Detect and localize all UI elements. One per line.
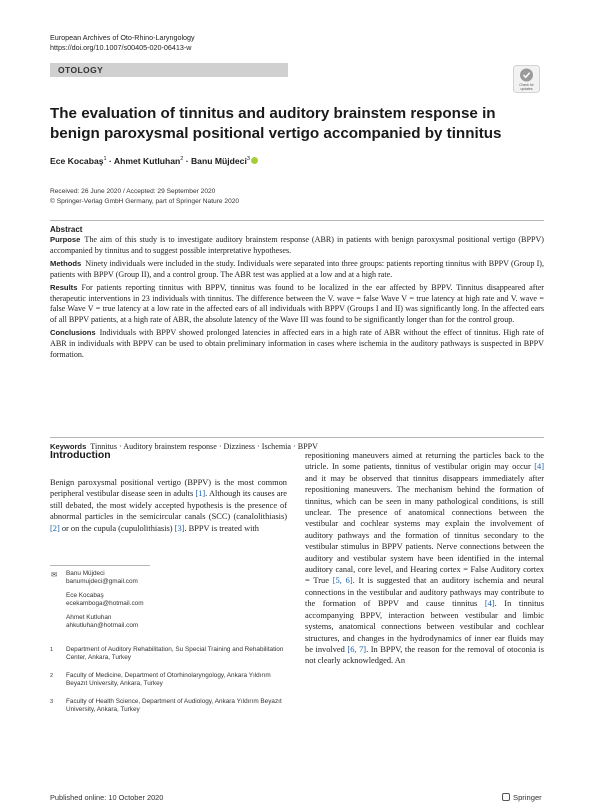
citation-link[interactable]: [1]: [195, 489, 206, 499]
paper-title: The evaluation of tinnitus and auditory brainstem response in benign paroxysmal positional vertigo accompanied by tinnitus: [50, 105, 502, 142]
citation-link[interactable]: [5, 6]: [332, 576, 353, 586]
intro-text: repositioning maneuvers aimed at returning the particles back to the utricle. In some patients, tinnitus of vestibular origin may occur: [305, 451, 544, 472]
contact-block: [66, 570, 286, 587]
intro-left-column: [50, 477, 287, 534]
affiliation-text: Faculty of Medicine, Department of Otorhinolaryngology, Ankara Yıldırım Beyazıt University, Ankara, Turkey: [66, 672, 271, 688]
purpose-label: Purpose: [50, 235, 81, 244]
check-line-2: updates: [520, 87, 533, 91]
intro-right-column: [305, 450, 544, 667]
intro-text: and it may be observed that tinnitus disappears immediately after repositioning maneuvers. The mechanism behind the formation of tinnitus, which can be seen in many pathological conditions, is still unclear. The presence of anatomical connections between the vestibular and cochlear systems may explain the involvement of auditory pathways and the formation of tinnitus secondary to the vestibular stimulus in BPPV patients. Nerve connections between the auditory and vestibular system have been identified in the internal auditory canal, core level, and Hearing cortex = False Auditory cortex = True: [305, 473, 544, 586]
citation-link[interactable]: [3]: [174, 523, 185, 533]
copyright: © Springer-Verlag GmbH Germany, part of Springer Nature 2020: [50, 197, 240, 205]
contact-block: [66, 592, 286, 609]
section-bar: [50, 63, 288, 77]
abstract-results: [50, 283, 544, 327]
keywords-top-rule: [50, 437, 544, 438]
conclusions-label: Conclusions: [50, 328, 96, 338]
abstract-methods: [50, 259, 544, 281]
contact-email[interactable]: banumujdeci@gmail.com: [66, 578, 138, 586]
citation-link[interactable]: [4]: [534, 462, 544, 472]
purpose-text: The aim of this study is to investigate auditory brainstem response (ABR) in patients with benign paroxysmal positional vertigo (BPPV) accompanied by tinnitus and to suggest possible interpretative hypotheses.: [50, 235, 544, 255]
publisher-name: Springer: [513, 793, 542, 802]
section-label: OTOLOGY: [58, 65, 104, 75]
author-separator: ·: [106, 156, 114, 166]
methods-text: Ninety individuals were included in the study. Individuals were separated into three groups: patients reporting tinnitus with BPPV (Group I), patients with BPPV (Group II), and a control group. The ABR test was applied at a low and at a high rate.: [50, 258, 544, 279]
author-separator: ·: [183, 156, 191, 166]
article-dates: [50, 187, 239, 206]
author-affil-mark: 1: [103, 156, 107, 163]
footnote-rule: [50, 565, 150, 566]
envelope-icon: ✉: [51, 570, 58, 579]
journal-header: [50, 33, 195, 53]
intro-text: Benign paroxysmal positional vertigo (BPPV) is the most common peripheral vestibular disease seen in adults: [50, 478, 287, 499]
keywords-text: Tinnitus · Auditory brainstem response · Dizziness · Ischemia · BPPV: [90, 442, 318, 451]
affiliation: [50, 646, 286, 663]
affiliation-number: 1: [50, 647, 54, 653]
results-text: For patients reporting tinnitus with BPPV, tinnitus was found to be localized in the ear affected by BPPV. Tinnitus disappeared after therapeutic interventions in 23 individuals with tinnitus. The difference between the V. wave = false Wave V = true latency at high rate and V. wave = false Wave V = true latency at a low rate in the affected ears of all individuals with BPPV (Groups I and II) was significantly long. In the affected ears of all BPPV patients, at a high rate of ABR, the absolute latency of the Wave III was found to be significantly longer than for the control group.: [50, 282, 544, 325]
contact-email[interactable]: ahkutluhan@hotmail.com: [66, 622, 139, 630]
author-affil-mark: 3: [246, 156, 250, 163]
affiliation: [50, 672, 286, 689]
doi-link[interactable]: https://doi.org/10.1007/s00405-020-06413-w: [50, 43, 192, 52]
conclusions-text: Individuals with BPPV showed prolonged latencies in affected ears in a high rate of ABR without the effect of tinnitus. High rate of ABR in individuals with BPPV can be used to obtain preliminary information in cases where ischemia in the auditory pathways is suspected in BPPV formation.: [50, 328, 544, 360]
abstract: [50, 225, 544, 363]
intro-text: . BPPV is treated with: [184, 523, 259, 533]
affiliation-text: Department of Auditory Rehabilitation, Su Special Training and Rehabilitation Center, Ankara, Turkey: [66, 646, 284, 662]
abstract-heading: Abstract: [50, 225, 83, 234]
affiliation-number: 3: [50, 699, 54, 705]
check-line-1: Check for: [519, 83, 534, 87]
methods-label: Methods: [50, 258, 82, 268]
contact-name: Banu Müjdeci: [66, 570, 105, 577]
abstract-purpose: [50, 235, 544, 257]
springer-horse-icon: [502, 793, 510, 801]
check-for-updates-icon: [513, 65, 540, 93]
affiliation: [50, 698, 286, 715]
intro-text: . Although its causes are still debated, the most widely accepted hypothesis is the presence of abnormal particles in the semicircular canals (SCC) (canalolithiasis): [50, 489, 287, 522]
citation-link[interactable]: [6, 7]: [347, 644, 367, 654]
citation-link[interactable]: [2]: [50, 523, 60, 533]
contact-email[interactable]: ecekamboga@hotmail.com: [66, 600, 144, 608]
citation-link[interactable]: [4]: [484, 599, 495, 609]
introduction-heading: Introduction: [50, 450, 111, 461]
author-affil-mark: 2: [180, 156, 184, 163]
author-name[interactable]: Ahmet Kutluhan: [113, 156, 181, 166]
contact-name: Ahmet Kutluhan: [66, 614, 112, 621]
keywords-label: Keywords: [50, 442, 87, 451]
published-online: Published online: 10 October 2020: [50, 793, 164, 802]
contact-name: Ece Kocabaş: [66, 592, 104, 599]
contact-block: [66, 614, 286, 631]
journal-name: European Archives of Oto-Rhino-Laryngology: [50, 33, 195, 42]
intro-text: . In BPPV, the reason for the removal of otoconia is not clearly acknowledged. An: [305, 644, 545, 666]
affiliation-number: 2: [50, 673, 54, 679]
intro-text: or on the cupula (cupulolithiasis): [59, 523, 175, 533]
check-for-updates-badge[interactable]: [513, 65, 540, 93]
results-label: Results: [50, 282, 78, 292]
author-list: [50, 156, 258, 166]
abstract-top-rule: [50, 220, 544, 221]
abstract-conclusions: [50, 328, 544, 361]
author-name[interactable]: Ece Kocabaş: [50, 156, 104, 166]
orcid-icon[interactable]: [251, 157, 258, 164]
publisher-logo: [502, 793, 542, 802]
received-accepted: Received: 26 June 2020 / Accepted: 29 September 2020: [50, 188, 216, 195]
author-name[interactable]: Banu Müjdeci: [190, 156, 247, 166]
intro-text: . It is suggested that an auditory ischemia and neural connections in the vestibular and auditory pathways may contribute to the formation of BPPV and cause tinnitus: [305, 576, 544, 609]
intro-text: . In tinnitus accompanying BPPV, interaction between vestibular and limbic systems, anatomical connections between vestibular and cochlear structures, and changes in the hydrodynamics of inner ear fluids may be involved: [305, 599, 544, 654]
affiliation-text: Faculty of Health Science, Department of Audiology, Ankara Yıldırım Beyazıt University, Ankara, Turkey: [66, 698, 282, 714]
